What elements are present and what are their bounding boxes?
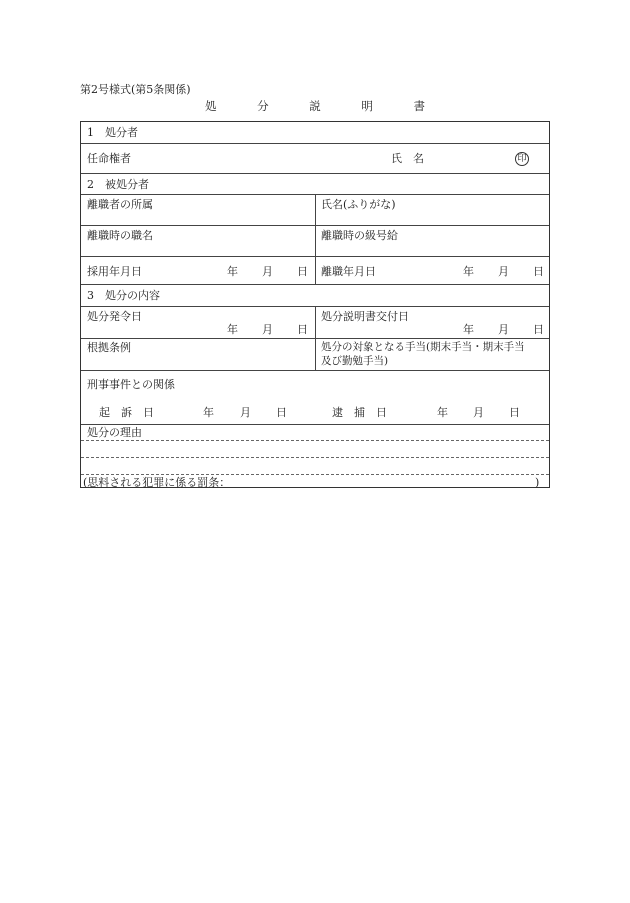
title-char: 説: [309, 99, 321, 113]
date-year: 年: [437, 406, 448, 419]
date-day: 日: [276, 406, 287, 419]
date-year: 年: [227, 265, 238, 278]
position-label: 離職時の職名: [87, 229, 153, 242]
indictment-date-label: 起 訴 日: [99, 406, 154, 419]
statement-delivery-date-label: 処分説明書交付日: [321, 310, 409, 323]
arrest-date-label: 逮 捕 日: [332, 406, 387, 419]
name-label: 氏 名: [391, 152, 424, 165]
page-title: [205, 98, 425, 114]
hire-date-label: 採用年月日: [87, 265, 142, 278]
divider: [81, 424, 549, 425]
section2-heading: 2 被処分者: [87, 178, 149, 191]
disposition-date-label: 処分発令日: [87, 310, 142, 323]
date-year: 年: [463, 323, 474, 336]
divider: [81, 256, 549, 257]
date-month: 月: [240, 406, 251, 419]
divider: [81, 284, 549, 285]
column-divider: [315, 194, 316, 284]
divider: [81, 370, 549, 371]
name-kana-label: 氏名(ふりがな): [321, 198, 396, 211]
writing-line: [81, 440, 549, 441]
form-number: 第2号様式(第5条関係): [80, 83, 191, 96]
section3-heading: 3 処分の内容: [87, 289, 160, 302]
retire-date-label: 離職年月日: [321, 265, 376, 278]
date-year: 年: [227, 323, 238, 336]
seal-icon: 印: [515, 151, 529, 166]
date-year: 年: [203, 406, 214, 419]
date-month: 月: [262, 265, 273, 278]
date-day: 日: [533, 265, 544, 278]
date-month: 月: [473, 406, 484, 419]
date-month: 月: [498, 265, 509, 278]
date-day: 日: [533, 323, 544, 336]
divider: [81, 173, 549, 174]
date-month: 月: [262, 323, 273, 336]
title-char: 明: [361, 99, 373, 113]
divider: [81, 143, 549, 144]
date-month: 月: [498, 323, 509, 336]
penalty-close: ): [535, 476, 540, 489]
date-day: 日: [509, 406, 520, 419]
date-year: 年: [463, 265, 474, 278]
disposition-form: [80, 121, 550, 488]
title-char: 処: [205, 99, 217, 113]
target-allowance-label: 処分の対象となる手当(期末手当・期末手当: [321, 341, 525, 353]
title-char: 分: [257, 99, 269, 113]
divider: [81, 338, 549, 339]
penalty-label: (思料される犯罪に係る罰条：: [83, 476, 231, 489]
appointing-authority-label: 任命権者: [87, 152, 131, 165]
divider: [81, 225, 549, 226]
affiliation-label: 離職者の所属: [87, 198, 153, 211]
date-day: 日: [297, 323, 308, 336]
criminal-relation-label: 刑事事件との関係: [87, 378, 175, 391]
writing-line: [81, 474, 549, 475]
legal-basis-label: 根拠条例: [87, 341, 131, 354]
date-day: 日: [297, 265, 308, 278]
target-allowance-label-cont: 及び勤勉手当): [321, 355, 389, 367]
writing-line: [81, 457, 549, 458]
section1-heading: 1 処分者: [87, 126, 138, 139]
reason-label: 処分の理由: [87, 426, 142, 439]
grade-salary-label: 離職時の級号給: [321, 229, 398, 242]
title-char: 書: [413, 99, 425, 113]
